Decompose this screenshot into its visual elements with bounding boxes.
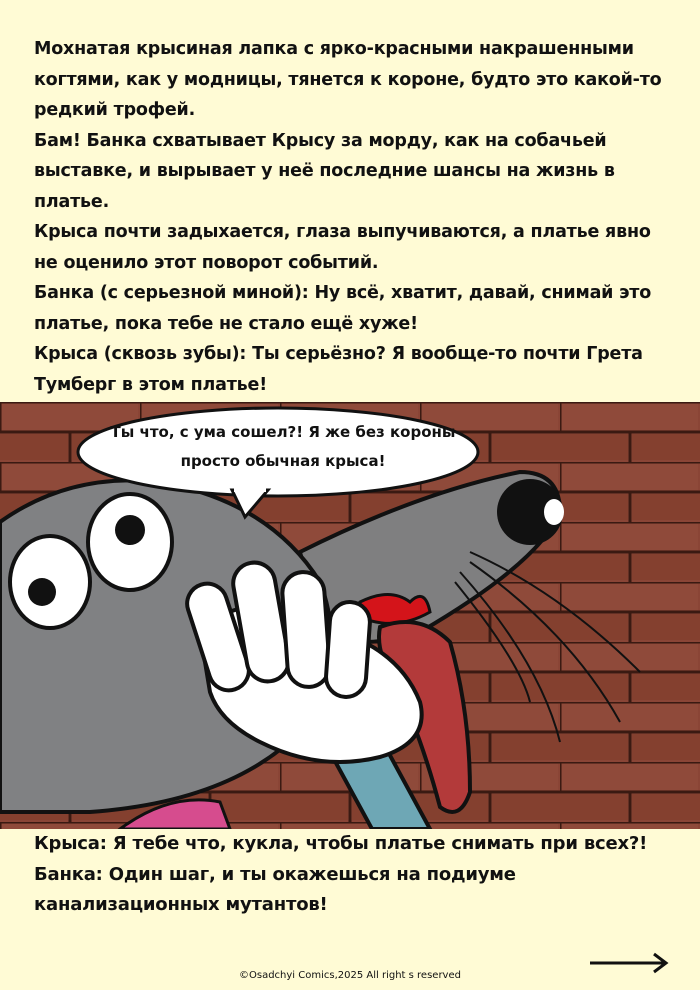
next-page-button[interactable]	[588, 951, 670, 975]
narration-paragraph: Банка (с серьезной миной): Ну всё, хватит, давай, снимай это платье, пока тебе не стало ещё хуже!	[34, 283, 652, 334]
pupil-left	[115, 515, 145, 545]
arrow-right-icon	[588, 951, 670, 975]
speech-bubble-text: Ты что, с ума сошел?! Я же без короны просто обычная крыса!	[110, 423, 456, 470]
copyright-notice: ©Osadchyi Comics,2025 All right s reserved	[239, 970, 461, 981]
narration-paragraph: Банка: Один шаг, и ты окажешься на подиуме канализационных мутантов!	[34, 863, 516, 915]
narration-top	[34, 34, 674, 431]
nose-highlight	[544, 499, 564, 525]
narration-paragraph: Бам! Банка схватывает Крысу за морду, как на собачьей выставке, и вырывает у неё последние шансы на жизнь в платье.	[34, 130, 615, 212]
narration-bottom	[34, 829, 674, 921]
pupil-right	[28, 578, 56, 606]
narration-paragraph: Крыса почти задыхается, глаза выпучиваются, а платье явно не оценило этот поворот событий.	[34, 222, 651, 273]
narration-paragraph: Мохнатая крысиная лапка с ярко-красными накрашенными когтями, как у модницы, тянется к короне, будто это какой-то редкий трофей.	[34, 39, 662, 120]
comic-panel	[0, 402, 700, 829]
narration-paragraph: Крыса: Я тебе что, кукла, чтобы платье снимать при всех?!	[34, 833, 648, 854]
narration-paragraph: Крыса (сквозь зубы): Ты серьёзно? Я вообще-то почти Грета Тумберг в этом платье!	[34, 344, 643, 395]
